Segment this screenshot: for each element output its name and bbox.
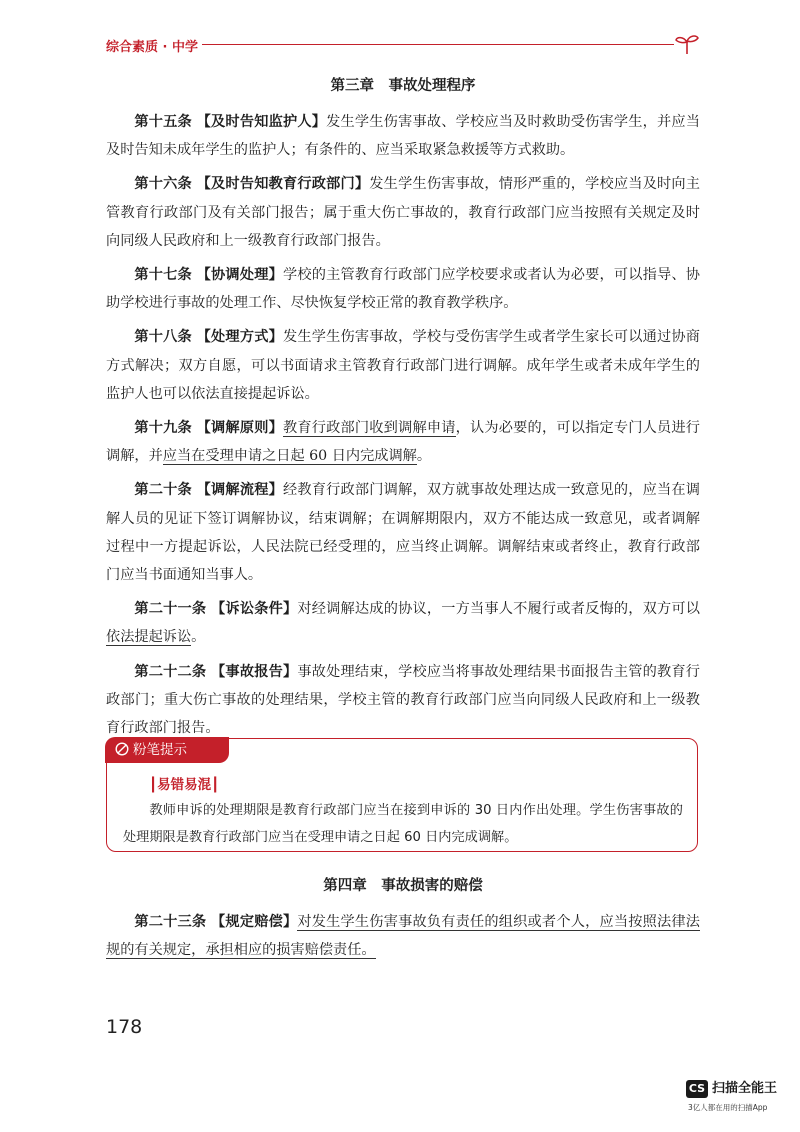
article-tag: 【处理方式】 bbox=[196, 329, 283, 346]
tip-box bbox=[106, 738, 698, 852]
article-tag: 【诉讼条件】 bbox=[211, 601, 298, 618]
chapter-4-title: 第四章 事故损害的赔偿 bbox=[323, 878, 483, 894]
sprout-icon bbox=[674, 32, 700, 56]
article-text: 。 bbox=[416, 448, 432, 465]
article-23 bbox=[106, 908, 700, 964]
article-22 bbox=[106, 658, 700, 743]
article-text: 对经调解达成的协议，一方当事人不履行或者反悔的，双方可以 bbox=[297, 601, 700, 618]
underlined-text: 应当在受理申请之日起 60 日内完成调解 bbox=[162, 448, 417, 465]
article-text: 发生学生伤害事故，学校与受伤害学生或者学生家长可以通过协商方式解决；双方自愿，可以书面请求主管教育行政部门进行调解。成年学生或者未成年学生的监护人也可以依法直接提起诉讼。 bbox=[106, 329, 700, 402]
tip-label: ┃易错易混┃ bbox=[149, 777, 220, 793]
article-tag: 【及时告知监护人】 bbox=[196, 114, 327, 130]
underlined-text: 教育行政部门收到调解申请 bbox=[282, 420, 456, 437]
article-17 bbox=[106, 261, 700, 317]
tip-text: 教师申诉的处理期限是教育行政部门应当在接到申诉的 30 日内作出处理。学生伤害事故的处理期限是教育行政部门应当在受理申请之日起 60 日内完成调解。 bbox=[123, 803, 683, 845]
article-text: 。 bbox=[191, 629, 206, 646]
article-number: 第十五条 bbox=[134, 114, 192, 130]
article-20 bbox=[106, 476, 700, 589]
article-tag: 【调解流程】 bbox=[196, 482, 283, 499]
camscanner-logo-icon: CS bbox=[686, 1080, 708, 1098]
article-number: 第十九条 bbox=[134, 420, 192, 437]
article-16 bbox=[106, 170, 700, 255]
article-number: 第二十三条 bbox=[134, 914, 207, 930]
article-number: 第二十二条 bbox=[134, 663, 207, 680]
article-tag: 【规定赔偿】 bbox=[211, 914, 298, 930]
chapter-3-section bbox=[106, 72, 700, 748]
article-tag: 【及时告知教育行政部门】 bbox=[196, 176, 370, 193]
article-text: 事故处理结束，学校应当将事故处理结果书面报告主管的教育行政部门；重大伤亡事故的处理结果，学校主管的教育行政部门应当向同级人民政府和上一级教育行政部门报告。 bbox=[106, 663, 700, 737]
header-rule bbox=[202, 44, 674, 45]
scanner-watermark bbox=[686, 1080, 796, 1124]
article-text: 发生学生伤害事故，情形严重的，学校应当及时向主管教育行政部门及有关部门报告；属于重大伤亡事故的，教育行政部门应当按照有关规定及时向同级人民政府和上一级教育行政部门报告。 bbox=[106, 176, 700, 249]
chapter-4-section bbox=[106, 872, 700, 970]
article-21 bbox=[106, 595, 700, 651]
chalk-icon bbox=[115, 742, 129, 756]
article-18 bbox=[106, 323, 700, 408]
article-15 bbox=[106, 108, 700, 164]
header-title: 综合素质 · 中学 bbox=[106, 40, 198, 55]
article-number: 第二十一条 bbox=[134, 601, 207, 618]
article-tag: 【调解原则】 bbox=[196, 420, 283, 437]
article-text: 发生学生伤害事故、学校应当及时救助受伤害学生，并应当及时告知未成年学生的监护人；有条件的、应当采取紧急救援等方式救助。 bbox=[106, 114, 700, 159]
page-header bbox=[100, 32, 700, 56]
watermark-name: 扫描全能王 bbox=[712, 1081, 778, 1096]
chapter-3-title: 第三章 事故处理程序 bbox=[330, 78, 476, 94]
underlined-text: 对发生学生伤害事故负有责任的组织或者个人，应当按照法律法规的有关规定，承担相应的损害赔偿责任。 bbox=[106, 914, 700, 959]
article-tag: 【协调处理】 bbox=[196, 267, 283, 284]
underlined-text: 依法提起诉讼 bbox=[106, 629, 192, 646]
tip-tab bbox=[105, 737, 229, 763]
article-number: 第十七条 bbox=[134, 267, 192, 284]
article-tag: 【事故报告】 bbox=[211, 663, 298, 680]
page-number: 178 bbox=[106, 1016, 143, 1038]
article-19 bbox=[106, 414, 700, 470]
article-text: 学校的主管教育行政部门应学校要求或者认为必要，可以指导、协助学校进行事故的处理工作、尽快恢复学校正常的教育教学秩序。 bbox=[106, 267, 700, 312]
article-number: 第十六条 bbox=[134, 176, 192, 193]
article-text: ，认为必要的，可以指定专门人员进行调解，并 bbox=[106, 420, 700, 465]
article-number: 第二十条 bbox=[134, 482, 192, 499]
watermark-subtitle: 3亿人都在用的扫描App bbox=[688, 1103, 768, 1112]
article-text: 经教育行政部门调解，双方就事故处理达成一致意见的，应当在调解人员的见证下签订调解协议，结束调解；在调解期限内，双方不能达成一致意见，或者调解过程中一方提起诉讼，人民法院已经受理的，应当终止调解。调解结束或者终止，教育行政部门应当书面通知当事人。 bbox=[106, 482, 700, 584]
tip-tab-label: 粉笔提示 bbox=[133, 742, 187, 758]
article-number: 第十八条 bbox=[134, 329, 192, 346]
